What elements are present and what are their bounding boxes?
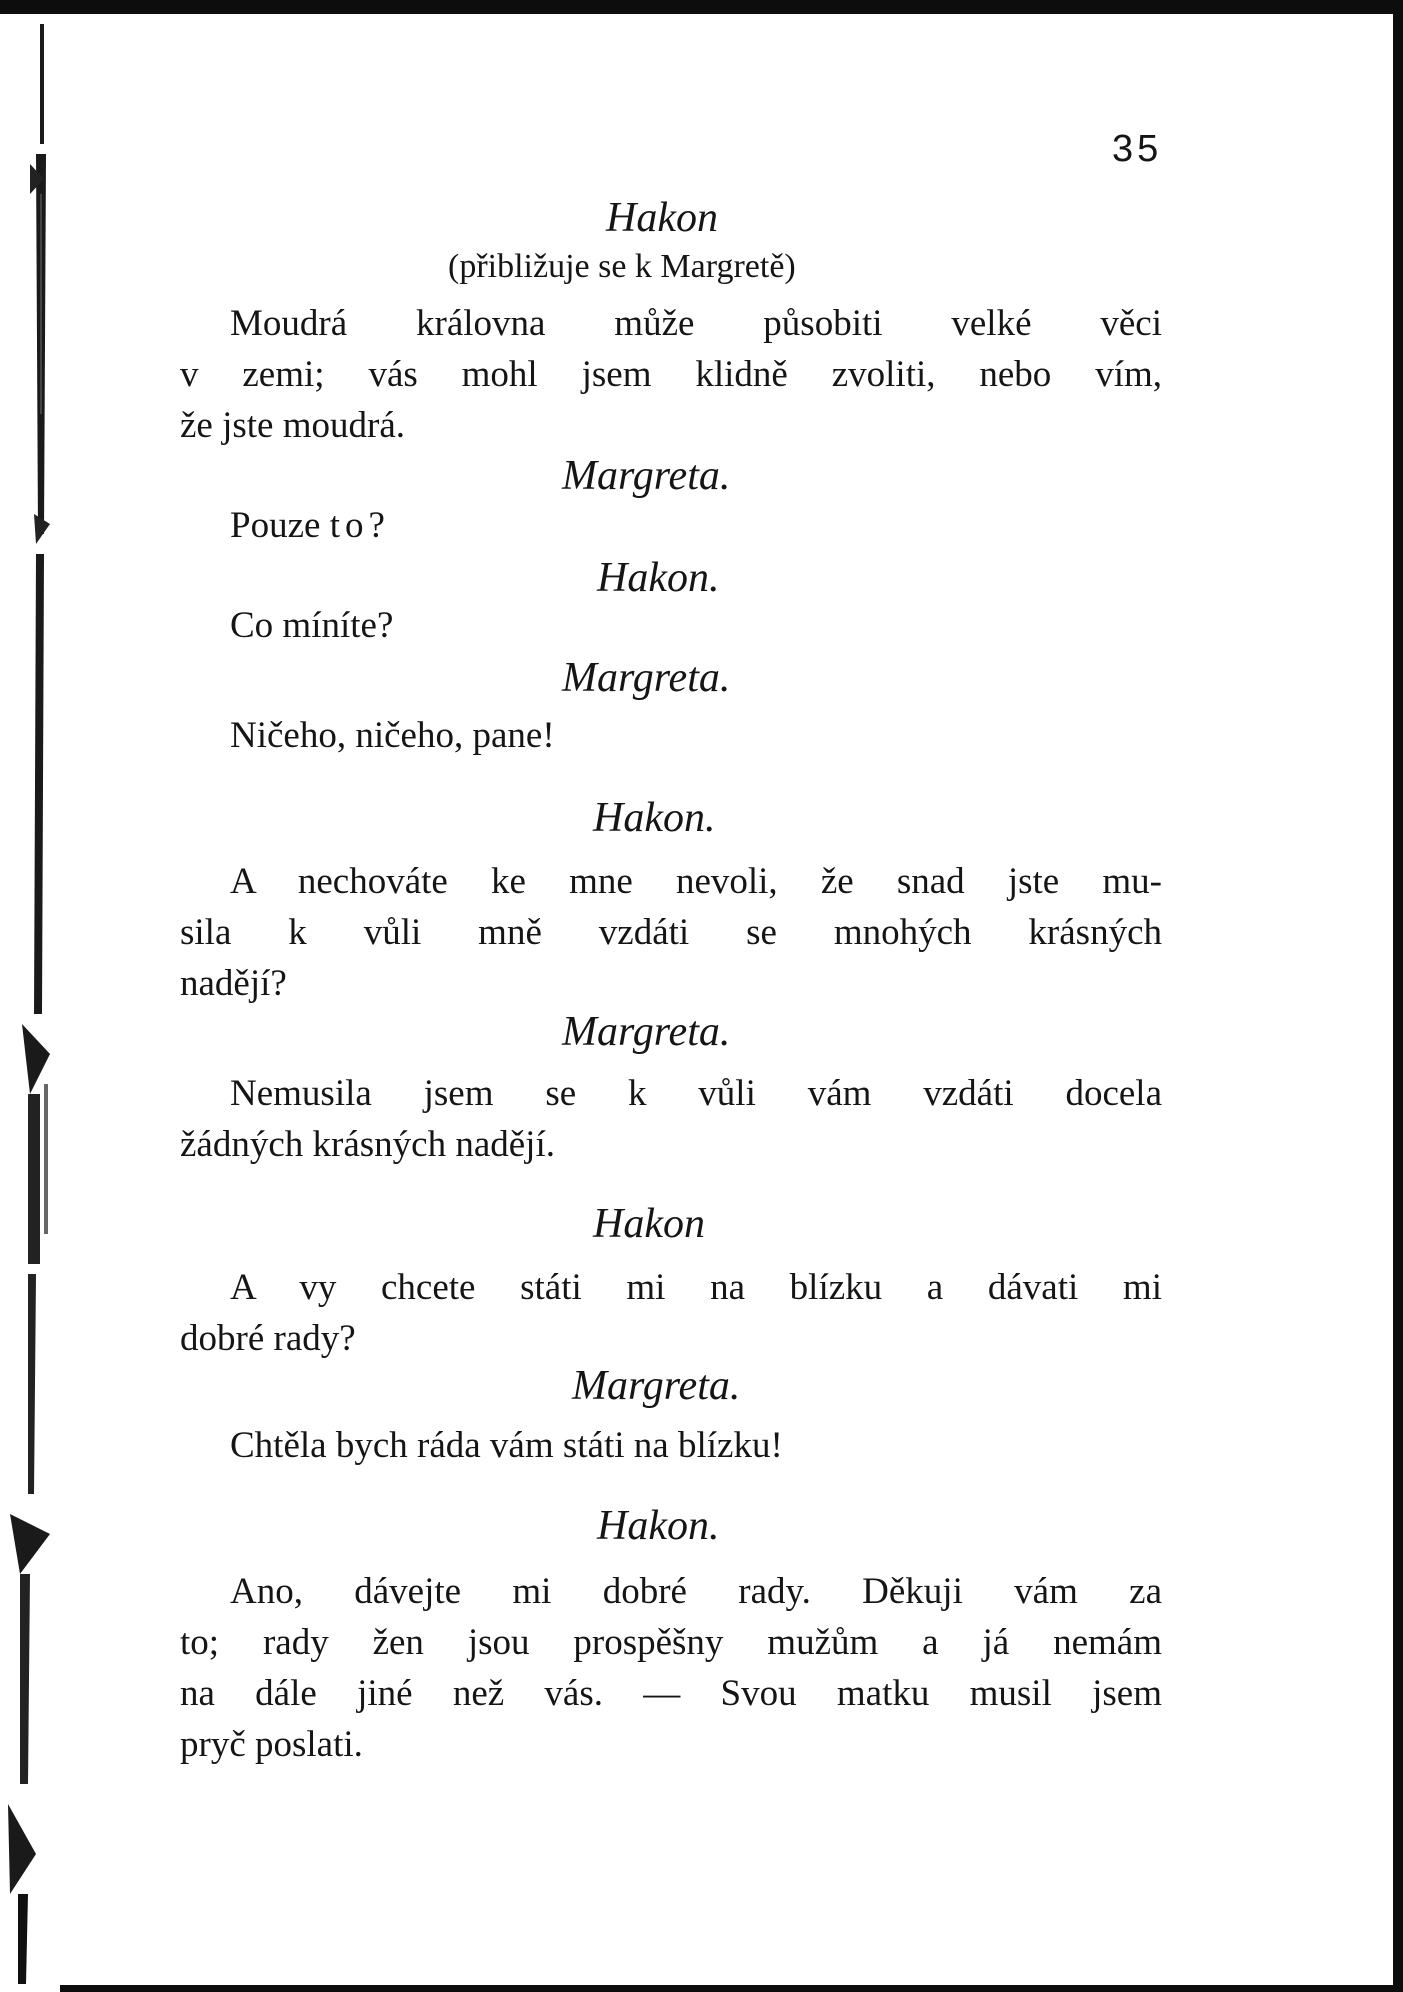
page-binding-edge — [0, 14, 60, 1992]
dialogue-paragraph — [180, 1566, 1162, 1770]
text-line: A vy chcete státi mi na blízku a dávati mi — [230, 1267, 1162, 1308]
dialogue-line: Ničeho, ničeho, pane! — [230, 715, 555, 756]
text-line: nadějí? — [180, 963, 287, 1004]
dialogue-line: Co míníte? — [230, 605, 394, 646]
speaker-name: Margreta. — [572, 1363, 741, 1409]
speaker-name: Hakon. — [597, 1503, 720, 1549]
text-line: Nemusila jsem se k vůli vám vzdáti docela — [230, 1073, 1162, 1114]
text-fragment: ? — [368, 505, 385, 546]
text-line: dobré rady? — [180, 1318, 356, 1359]
text-line: Moudrá královna může působiti velké věci — [230, 303, 1162, 344]
scan-bottom-border — [0, 1985, 1403, 1992]
text-line: na dále jiné než vás. — Svou matku musil jsem — [180, 1673, 1162, 1714]
page-number: 35 — [1112, 128, 1163, 170]
speaker-name: Hakon — [593, 1201, 705, 1247]
dialogue-paragraph — [180, 298, 1162, 451]
text-fragment: Pouze — [230, 505, 321, 546]
speaker-name: Hakon. — [597, 555, 720, 601]
speaker-name: Hakon. — [593, 795, 716, 841]
scan-top-border — [0, 0, 1403, 14]
speaker-name: Margreta. — [562, 1009, 731, 1055]
text-line: A nechováte ke mne nevoli, že snad jste mu- — [230, 861, 1162, 902]
stage-direction: (přibližuje se k Margretě) — [448, 248, 796, 285]
speaker-name: Margreta. — [562, 655, 731, 701]
dialogue-paragraph — [180, 1262, 1162, 1364]
text-line: Ano, dávejte mi dobré rady. Děkuji vám za — [230, 1571, 1162, 1612]
dialogue-paragraph — [180, 856, 1162, 1009]
text-line: že jste moudrá. — [180, 405, 405, 446]
dialogue-line: Chtěla bych ráda vám státi na blízku! — [230, 1425, 783, 1466]
text-line: to; rady žen jsou prospěšny mužům a já nemám — [180, 1622, 1162, 1663]
scan-right-border — [1393, 0, 1403, 1992]
emphasized-word: to — [329, 505, 369, 546]
text-line: v zemi; vás mohl jsem klidně zvoliti, nebo vím, — [180, 354, 1162, 395]
text-line: sila k vůli mně vzdáti se mnohých krásných — [180, 912, 1162, 953]
text-line: pryč poslati. — [180, 1724, 363, 1765]
text-line: žádných krásných nadějí. — [180, 1124, 555, 1165]
speaker-name: Margreta. — [562, 453, 731, 499]
speaker-name: Hakon — [606, 195, 718, 241]
dialogue-line — [230, 504, 385, 547]
dialogue-paragraph — [180, 1068, 1162, 1170]
